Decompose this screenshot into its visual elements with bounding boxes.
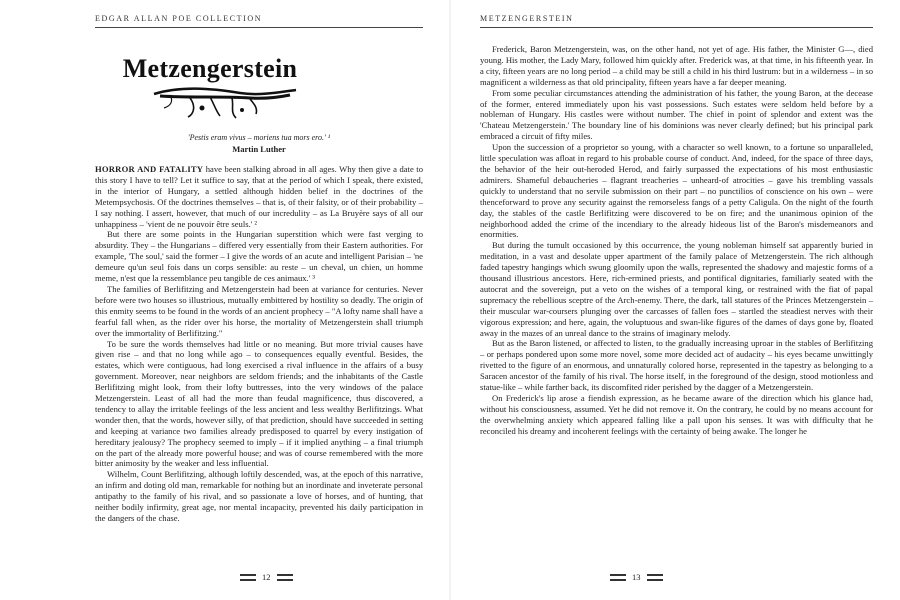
paragraph: To be sure the words themselves had little or no meaning. But more trivial causes have given rise – and that no long while ago – to consequences equally eventful. Besides, the estates, which were contiguous, had long exercised a rival influence in the affairs of a busy government. Moreover, near neighbors are seldom friends; and the inhabitants of the Castle Berlifitzing might look, from their lofty buttresses, into the very windows of the palace Metzengerstein. Least of all had the more than feudal magnificence, thus discovered, a tendency to allay the irritable feelings of the less ancient and less wealthy Berlifitzings. What wonder then, that the words, however silly, of that prediction, should have succeeded in setting and keeping at variance two families already predisposed to quarrel by every instigation of hereditary jealousy? The prophecy seemed to imply – if it implied anything – a final triumph on the part of the already more powerful house; and was of course remembered with the more bitter animosity by the weaker and less influential. [95, 338, 423, 469]
right-running-head: METZENGERSTEIN [480, 14, 574, 23]
left-page-footer [240, 572, 293, 582]
lead-in-caps: HORROR AND FATALITY [95, 164, 204, 174]
paragraph: From some peculiar circumstances attending the administration of his father, the young Baron, at the decease of the former, entered immediately upon his vast possessions. Such estates were seldom held before by a nobleman of Hungary. His castles were without number. The chief in point of splendor and extent was the 'Chateau Metzengerstein.' The boundary line of his dominions was never clearly defined; but his principal park embraced a circuit of fifty miles. [480, 87, 873, 142]
left-head-rule [95, 27, 423, 28]
paragraph: Frederick, Baron Metzengerstein, was, on the other hand, not yet of age. His father, the Minister G—, died young. His mother, the Lady Mary, followed him quickly after. Frederick was, at that time, in his fifteenth year. In a city, fifteen years are no long period – a child may be still a child in his third lustrum: but in a wilderness – in so magnificent a wilderness as that old principality, fifteen years have a far deeper meaning. [480, 44, 873, 87]
page-number: 13 [632, 572, 641, 582]
right-page [450, 0, 900, 600]
left-running-head: EDGAR ALLAN POE COLLECTION [95, 14, 263, 23]
paragraph: But there are some points in the Hungarian superstition which were fast verging to absurdity. They – the Hungarians – differed very essentially from their Eastern authorities. For example, 'The soul,' said the former – I give the words of an acute and intelligent Parisian – 'ne demeure qu'un seul fois dans un corps sensible: au reste – un cheval, un chien, un homme meme, n'est que la ressemblance peu tangible de ces animaux.' ³ [95, 229, 423, 284]
ink-flourish-ornament [150, 84, 300, 120]
epigraph-quote: 'Pestis eram vivus – moriens tua mors ero.' ¹ [187, 133, 331, 142]
left-body-text [95, 164, 423, 524]
right-body-text [480, 44, 873, 437]
page-number: 12 [262, 572, 271, 582]
footer-ornament-icon [610, 574, 626, 581]
paragraph: Upon the succession of a proprietor so young, with a character so well known, to a fortune so unparalleled, little speculation was afloat in regard to his probable course of conduct. And, indeed, for the space of three days, the behavior of the heir out-heroded Herod, and fairly surpassed the expectations of his most enthusiastic admirers. Shameful debaucheries – flagrant treacheries – unheard-of atrocities – gave his trembling vassals quickly to understand that no servile submission on their part – no punctilios of conscience on his own – were thenceforward to prove any security against the remorseless fangs of a petty Caligula. On the night of the fourth day, the stables of the castle Berlifitzing were discovered to be on fire; and the unanimous opinion of the neighborhood added the crime of the incendiary to the already hideous list of the Baron's misdemeanors and enormities. [480, 142, 873, 240]
right-head-rule [480, 27, 873, 28]
paragraph: On Frederick's lip arose a fiendish expression, as he became aware of the direction which his glance had, without his consciousness, assumed. Yet he did not remove it. On the contrary, he could by no means account for the overwhelming anxiety which appeared falling like a pall upon his senses. It was with difficulty that he reconciled his dreamy and incoherent feelings with the certainty of being awake. The longer he [480, 393, 873, 436]
right-page-footer [610, 572, 663, 582]
paragraph: The families of Berlifitzing and Metzengerstein had been at variance for centuries. Never before were two houses so illustrious, mutually embittered by hostility so deadly. The origin of this enmity seems to be found in the words of an ancient prophecy – "A lofty name shall have a fearful fall when, as the rider over his horse, the mortality of Metzengerstein shall triumph over the immortality of Berlifitzing." [95, 283, 423, 338]
paragraph: But as the Baron listened, or affected to listen, to the gradually increasing uproar in the stables of Berlifitzing – or perhaps pondered upon some more novel, some more decided act of audacity – his eyes became unwittingly rivetted to the figure of an enormous, and unnaturally colored horse, represented in the tapestry as belonging to a Saracen ancestor of the family of his rival. The horse itself, in the foreground of the design, stood motionless and statue-like – while farther back, its discomfited rider perished by the dagger of a Metzengerstein. [480, 338, 873, 393]
footer-ornament-icon [240, 574, 256, 581]
paragraph: Wilhelm, Count Berlifitzing, although loftily descended, was, at the epoch of this narrative, an infirm and doting old man, remarkable for nothing but an inordinate and inveterate personal antipathy to the family of his rival, and so passionate a love of horses, and of hunting, that neither bodily infirmity, great age, nor mental incapacity, prevented his daily participation in the dangers of the chase. [95, 469, 423, 523]
paragraph: But during the tumult occasioned by this occurrence, the young nobleman himself sat apparently buried in meditation, in a vast and desolate upper apartment of the family palace of Metzengerstein. The rich although faded tapestry hangings which swung gloomily upon the walls, represented the shadowy and majestic forms of a thousand illustrious ancestors. Here, rich-ermined priests, and pontifical dignitaries, familiarly seated with the autocrat and the sovereign, put a veto on the wishes of a temporal king, or restrained with the fiat of papal supremacy the rebellious sceptre of the Arch-enemy. There, the dark, tall statures of the Princes Metzengerstein – their muscular war-coursers plunging over the carcasses of fallen foes – startled the steadiest nerves with their vigorous expression; and here, again, the voluptuous and swan-like figures of the dames of days gone by, floated away in the mazes of an unreal dance to the strains of imaginary melody. [480, 240, 873, 338]
paragraph [95, 164, 423, 229]
epigraph-author: Martin Luther [232, 144, 286, 154]
paragraph-text: have been stalking abroad in all ages. Why then give a date to this story I have to tell? Let it suffice to say, that at the period of which I speak, there existed, in the interior of Hungary, a settled although hidden belief in the doctrines of the Metempsychosis. Of the doctrines themselves – that is, of their falsity, or of their probability – I say nothing. I assert, however, that much of our incredulity – as La Bruyère says of all our unhappiness – 'vient de ne pouvoir être seuls.' ² [95, 164, 423, 229]
story-title: Metzengerstein [122, 54, 298, 83]
footer-ornament-icon [647, 574, 663, 581]
footer-ornament-icon [277, 574, 293, 581]
